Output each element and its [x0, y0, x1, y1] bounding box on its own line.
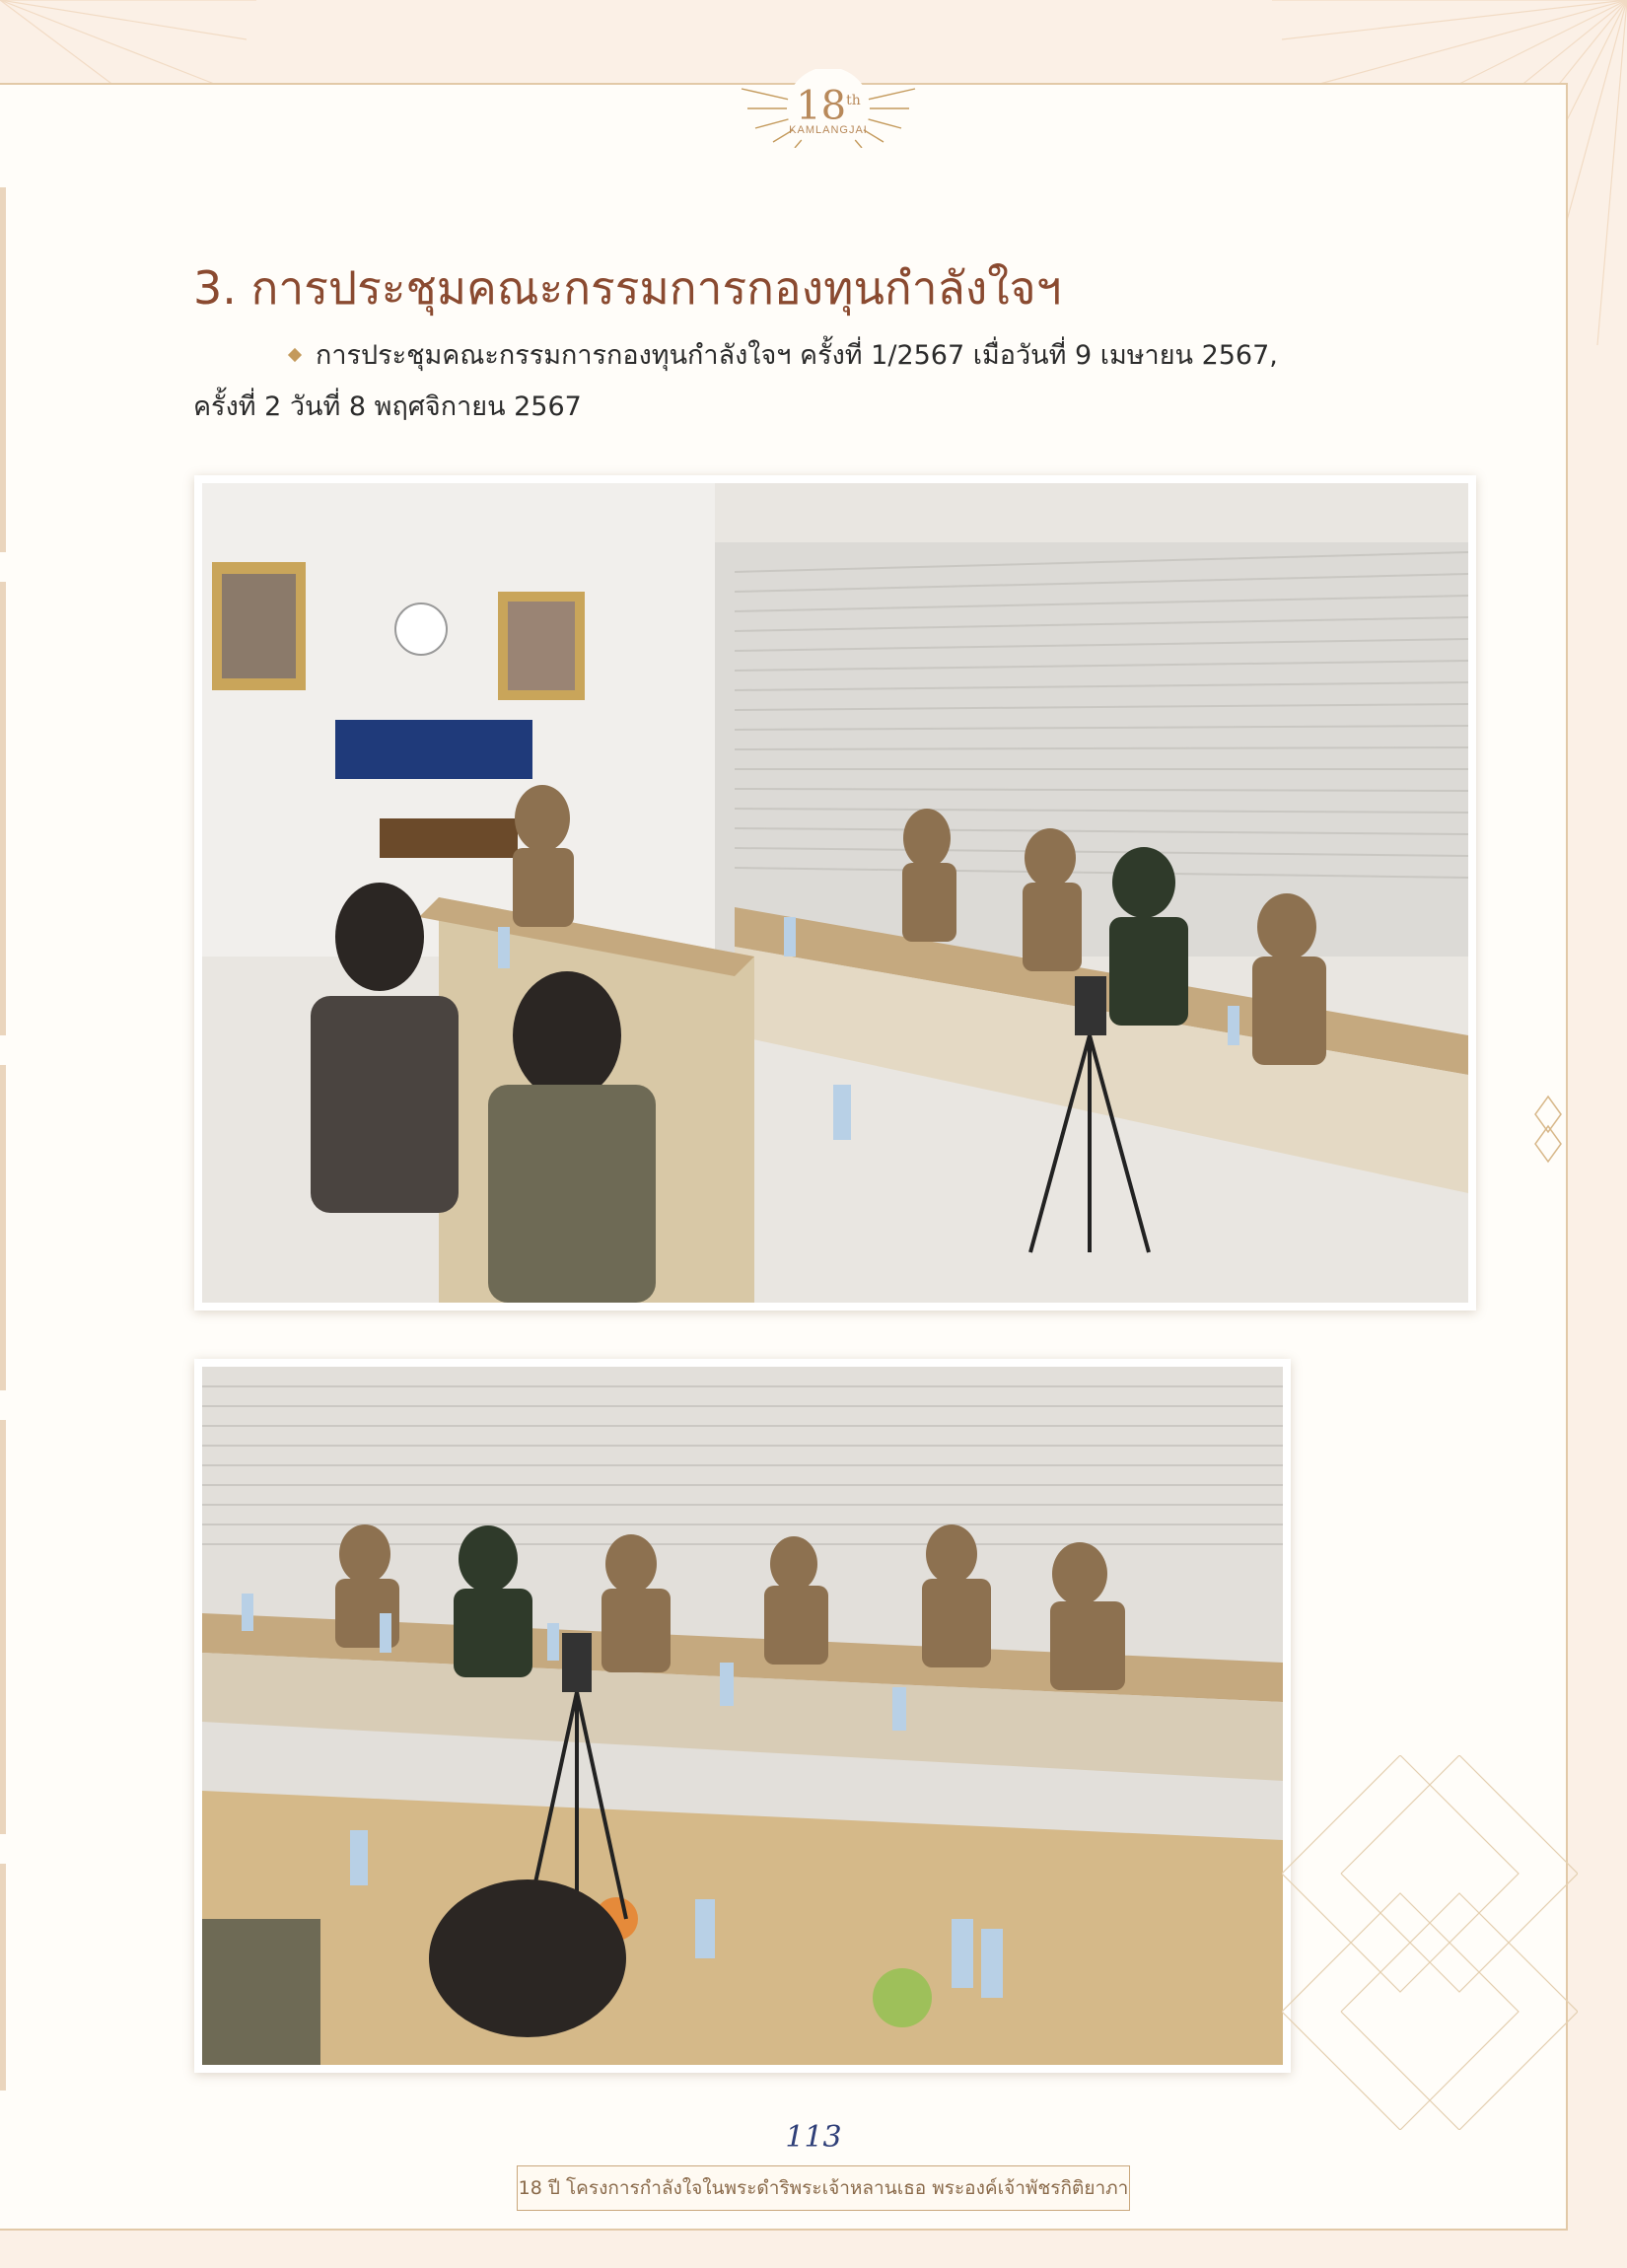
side-diamond-ornament — [1533, 1095, 1563, 1164]
page-number: 113 — [785, 2120, 842, 2155]
diamond-bullet-icon — [288, 347, 302, 361]
logo-number: 18th — [796, 83, 861, 129]
meeting-room-photo-table — [202, 1367, 1283, 2065]
meeting-room-photo-wide — [202, 483, 1468, 1303]
book-title-text: 18 ปี โครงการกำลังใจในพระดำริพระเจ้าหลานเธอ พระองค์เจ้าพัชรกิติยาภา — [518, 2177, 1129, 2199]
meeting-dates-paragraph — [193, 330, 1308, 433]
kamlangjai-logo — [730, 69, 927, 148]
logo-wordmark: KAMLANGJAI — [789, 124, 868, 136]
meeting-photo-1 — [194, 475, 1476, 1311]
book-title-footer — [517, 2165, 1130, 2211]
meeting-photo-2 — [194, 1359, 1291, 2073]
left-edge-tabs — [0, 187, 6, 2091]
section-title: 3. การประชุมคณะกรรมการกองทุนกำลังใจฯ — [193, 261, 1062, 315]
lattice-ornament — [1282, 1755, 1578, 2130]
meeting-dates-text: การประชุมคณะกรรมการกองทุนกำลังใจฯ ครั้งที่ 1/2567 เมื่อวันที่ 9 เมษายน 2567, ครั้งที่ 2 วันที่ 8 พฤศจิกายน 2567 — [193, 340, 1278, 422]
